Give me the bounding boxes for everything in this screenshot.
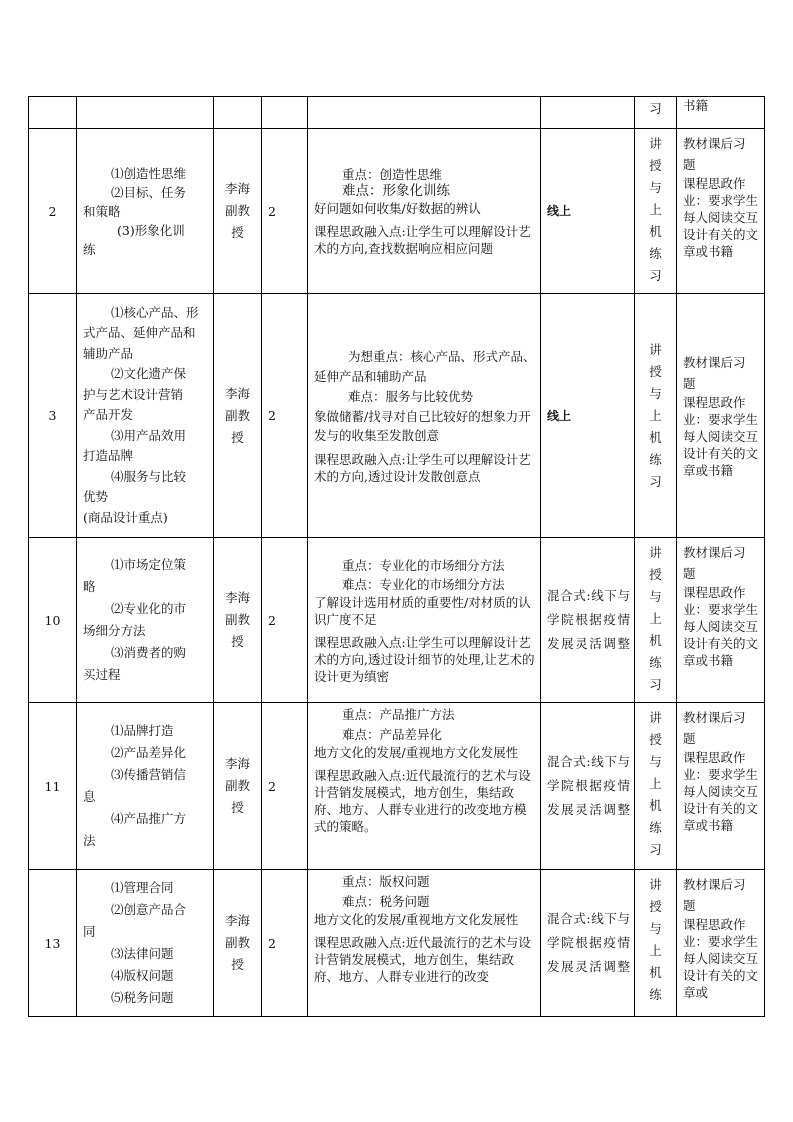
focus-ideology: 课程思政融入点:让学生可以理解设计艺术的方向,透过设计发散创意点 bbox=[314, 451, 531, 484]
homework-line: 题 bbox=[683, 898, 696, 913]
week-number: 11 bbox=[29, 703, 77, 870]
method-char: 与 bbox=[649, 180, 662, 195]
homework-line: 教材课后习 bbox=[683, 355, 746, 370]
content-line: ⑶消费者的购 bbox=[111, 645, 187, 660]
mode-text: 混合式:线下与学院根据疫情发展灵活调整 bbox=[547, 911, 630, 974]
method-char: 习 bbox=[649, 677, 662, 692]
focus-note: 了解设计选用材质的重要性/对材质的认识广度不足 bbox=[314, 594, 531, 627]
content-line: 和策略 bbox=[83, 203, 121, 219]
focus-ideology: 课程思政融入点:近代最流行的艺术与设计营销发展模式，地方创生，集结政府、地方、人群专业进行的改变地方模式的策略。 bbox=[314, 768, 531, 834]
content-cell bbox=[77, 538, 214, 703]
content-line: ⑵专业化的市 bbox=[111, 601, 187, 616]
method-char: 习 bbox=[649, 842, 662, 857]
mode-text: 混合式:线下与学院根据疫情发展灵活调整 bbox=[547, 754, 630, 817]
method-char: 上 bbox=[649, 776, 662, 791]
homework-line: 教材课后习 bbox=[683, 877, 746, 892]
teacher-line: 副教 bbox=[224, 778, 250, 793]
table-row bbox=[29, 294, 765, 538]
teacher-line: 副教 bbox=[224, 612, 250, 627]
content-line: ⑴管理合同 bbox=[111, 880, 174, 895]
method-char: 练 bbox=[649, 451, 662, 467]
teacher-line: 李海 bbox=[224, 913, 250, 928]
content-line: ⑵目标、任务 bbox=[111, 184, 187, 200]
mode-cell bbox=[541, 870, 635, 1017]
content-line: ⑷产品推广方 bbox=[111, 811, 187, 826]
content-line: ⑴创造性思维 bbox=[111, 165, 187, 181]
mode-text: 混合式:线下与学院根据疫情发展灵活调整 bbox=[547, 588, 630, 651]
content-line: 练 bbox=[83, 241, 96, 257]
teacher-line: 李海 bbox=[224, 756, 250, 771]
homework-line: 课程思政作业：要求学生每人阅读交互设计有关的文章或书籍 bbox=[683, 585, 759, 668]
table-row bbox=[29, 538, 765, 703]
method-char: 讲 bbox=[649, 877, 662, 892]
week-number: 13 bbox=[29, 870, 77, 1017]
homework-cell bbox=[677, 703, 765, 870]
teacher-cell bbox=[214, 703, 262, 870]
hours-cell: 2 bbox=[262, 538, 308, 703]
method-cell bbox=[635, 703, 677, 870]
focus-note: 象做储蓄/找寻对自己比较好的想象力开发与的收集至发散创意 bbox=[314, 408, 531, 443]
hours-cell: 2 bbox=[262, 294, 308, 538]
teacher-line: 授 bbox=[231, 429, 244, 445]
mode-cell bbox=[541, 538, 635, 703]
table-row bbox=[29, 870, 765, 1017]
content-line: ⑵文化遗产保 bbox=[111, 366, 187, 382]
content-cell bbox=[77, 97, 214, 129]
method-char: 授 bbox=[649, 363, 662, 379]
focus-ideology: 课程思政融入点:近代最流行的艺术与设计营销发展模式，地方创生，集结政府、地方、人群专业进行的改变 bbox=[314, 935, 531, 984]
content-line: (商品设计重点) bbox=[83, 509, 168, 525]
method-char: 与 bbox=[649, 589, 662, 604]
focus-cell bbox=[308, 97, 541, 129]
method-char: 与 bbox=[649, 385, 662, 401]
content-cell bbox=[77, 703, 214, 870]
homework-line: 课程思政作业：要求学生每人阅读交互设计有关的文章或书籍 bbox=[683, 395, 759, 478]
content-line: 法 bbox=[83, 833, 96, 848]
teacher-cell bbox=[214, 97, 262, 129]
focus-difficulty: 难点：税务问题 bbox=[342, 894, 430, 909]
teacher-cell bbox=[214, 538, 262, 703]
method-cell bbox=[635, 97, 677, 129]
focus-cell bbox=[308, 703, 541, 870]
focus-note: 地方文化的发展/重视地方文化发展性 bbox=[314, 745, 519, 760]
method-char: 练 bbox=[649, 987, 662, 1002]
table-row-continued bbox=[29, 97, 765, 129]
week-number: 3 bbox=[29, 294, 77, 538]
focus-difficulty: 难点：产品差异化 bbox=[342, 727, 443, 742]
content-line: 同 bbox=[83, 924, 96, 939]
homework-cell bbox=[677, 538, 765, 703]
method-char: 讲 bbox=[649, 136, 662, 151]
content-line: ⑶传播营销信 bbox=[111, 767, 187, 782]
homework-line: 课程思政作业：要求学生每人阅读交互设计有关的文章或书籍 bbox=[683, 176, 759, 259]
mode-cell bbox=[541, 294, 635, 538]
focus-note: 好问题如何收集/好数据的辨认 bbox=[314, 200, 481, 216]
focus-difficulty: 难点：形象化训练 bbox=[342, 182, 450, 199]
course-schedule-table bbox=[28, 96, 765, 1017]
teacher-line: 副教 bbox=[224, 407, 250, 423]
focus-key-point: 为想重点：核心产品、形式产品、延伸产品和辅助产品 bbox=[314, 348, 536, 384]
num-cell bbox=[29, 97, 77, 129]
homework-line: 题 bbox=[683, 731, 696, 746]
content-line: ⑶法律问题 bbox=[111, 946, 174, 961]
focus-cell bbox=[308, 294, 541, 538]
teacher-cell bbox=[214, 294, 262, 538]
teacher-line: 李海 bbox=[224, 385, 250, 401]
hours-cell: 2 bbox=[262, 870, 308, 1017]
method-char: 讲 bbox=[649, 545, 662, 560]
content-line: 场细分方法 bbox=[83, 623, 146, 638]
content-line: (3)形象化训 bbox=[117, 222, 185, 238]
homework-cell bbox=[677, 870, 765, 1017]
focus-cell bbox=[308, 538, 541, 703]
content-line: ⑵创意产品合 bbox=[111, 902, 187, 917]
method-char: 与 bbox=[649, 754, 662, 769]
homework-line: 题 bbox=[683, 376, 696, 391]
content-cell bbox=[77, 870, 214, 1017]
content-line: ⑴核心产品、形 bbox=[111, 304, 199, 320]
table-row bbox=[29, 129, 765, 294]
content-line: ⑴市场定位策 bbox=[111, 557, 187, 572]
method-char: 上 bbox=[649, 611, 662, 626]
focus-difficulty: 难点：专业化的市场细分方法 bbox=[342, 576, 505, 592]
method-char: 上 bbox=[649, 202, 662, 217]
method-char: 练 bbox=[649, 820, 662, 835]
method-cell bbox=[635, 538, 677, 703]
mode-text: 线上 bbox=[547, 204, 572, 218]
focus-note: 地方文化的发展/重视地方文化发展性 bbox=[314, 912, 519, 927]
method-char: 授 bbox=[649, 899, 662, 914]
method-char: 上 bbox=[649, 943, 662, 958]
mode-cell bbox=[541, 97, 635, 129]
method-char: 讲 bbox=[649, 341, 662, 357]
hours-cell: 2 bbox=[262, 703, 308, 870]
teacher-cell bbox=[214, 870, 262, 1017]
method-char: 机 bbox=[649, 224, 662, 239]
mode-text: 线上 bbox=[547, 408, 572, 423]
content-line: 买过程 bbox=[83, 667, 121, 682]
method-char: 上 bbox=[649, 407, 662, 423]
teacher-line: 李海 bbox=[224, 590, 250, 605]
homework-cell bbox=[677, 294, 765, 538]
homework-tail: 书籍 bbox=[683, 98, 709, 113]
content-line: 式产品、延伸产品和 bbox=[83, 325, 196, 341]
focus-difficulty: 难点：服务与比较优势 bbox=[348, 388, 474, 404]
homework-line: 教材课后习 bbox=[683, 545, 746, 560]
hours-cell: 2 bbox=[262, 129, 308, 294]
homework-cell bbox=[677, 97, 765, 129]
focus-key-point: 重点：专业化的市场细分方法 bbox=[342, 557, 505, 573]
homework-line: 题 bbox=[683, 157, 696, 172]
mode-cell bbox=[541, 129, 635, 294]
content-line: 打造品牌 bbox=[83, 448, 134, 464]
hours-cell bbox=[262, 97, 308, 129]
teacher-line: 授 bbox=[231, 225, 244, 240]
method-char: 练 bbox=[649, 246, 662, 261]
content-line: ⑵产品差异化 bbox=[111, 745, 187, 760]
content-line: 产品开发 bbox=[83, 407, 134, 423]
focus-cell bbox=[308, 870, 541, 1017]
content-cell bbox=[77, 129, 214, 294]
week-number: 10 bbox=[29, 538, 77, 703]
teacher-line: 授 bbox=[231, 800, 244, 815]
teacher-line: 李海 bbox=[224, 181, 250, 196]
content-line: 辅助产品 bbox=[83, 345, 134, 361]
content-cell bbox=[77, 294, 214, 538]
teacher-line: 副教 bbox=[224, 203, 250, 218]
method-cell bbox=[635, 294, 677, 538]
teacher-cell bbox=[214, 129, 262, 294]
focus-key-point: 重点：版权问题 bbox=[342, 874, 430, 889]
content-line: ⑷版权问题 bbox=[111, 968, 174, 983]
method-char: 授 bbox=[649, 732, 662, 747]
table-row bbox=[29, 703, 765, 870]
method-cell bbox=[635, 870, 677, 1017]
focus-key-point: 重点：创造性思维 bbox=[342, 166, 443, 182]
focus-cell bbox=[308, 129, 541, 294]
content-line: 略 bbox=[83, 579, 96, 594]
teacher-line: 副教 bbox=[224, 935, 250, 950]
homework-cell bbox=[677, 129, 765, 294]
homework-line: 教材课后习 bbox=[683, 710, 746, 725]
teacher-line: 授 bbox=[231, 957, 244, 972]
method-char: 讲 bbox=[649, 710, 662, 725]
method-char: 习 bbox=[649, 473, 662, 489]
method-char: 机 bbox=[649, 798, 662, 813]
week-number: 2 bbox=[29, 129, 77, 294]
method-char: 习 bbox=[649, 268, 662, 283]
method-char: 授 bbox=[649, 567, 662, 582]
method-tail: 习 bbox=[649, 101, 662, 116]
method-char: 机 bbox=[649, 429, 662, 445]
content-line: 护与艺术设计营销 bbox=[83, 386, 184, 402]
mode-cell bbox=[541, 703, 635, 870]
homework-line: 教材课后习 bbox=[683, 136, 746, 151]
content-line: 优势 bbox=[83, 489, 109, 505]
homework-line: 课程思政作业：要求学生每人阅读交互设计有关的文章或 bbox=[683, 917, 759, 1000]
focus-ideology: 课程思政融入点:让学生可以理解设计艺术的方向,查找数据响应相应问题 bbox=[314, 223, 531, 256]
method-char: 机 bbox=[649, 965, 662, 980]
method-char: 机 bbox=[649, 633, 662, 648]
homework-line: 题 bbox=[683, 566, 696, 581]
content-line: ⑴品牌打造 bbox=[111, 723, 174, 738]
content-line: 息 bbox=[83, 789, 96, 804]
focus-ideology: 课程思政融入点:让学生可以理解设计艺术的方向,透过设计细节的处理,让艺术的设计更为缜密 bbox=[314, 634, 535, 684]
method-cell bbox=[635, 129, 677, 294]
content-line: ⑷服务与比较 bbox=[111, 468, 187, 484]
method-char: 练 bbox=[649, 655, 662, 670]
homework-line: 课程思政作业：要求学生每人阅读交互设计有关的文章或书籍 bbox=[683, 750, 759, 833]
method-char: 授 bbox=[649, 158, 662, 173]
focus-key-point: 重点：产品推广方法 bbox=[342, 707, 455, 722]
method-char: 与 bbox=[649, 921, 662, 936]
teacher-line: 授 bbox=[231, 634, 244, 649]
content-line: ⑶用产品效用 bbox=[111, 427, 187, 443]
content-line: ⑸税务问题 bbox=[111, 990, 174, 1005]
